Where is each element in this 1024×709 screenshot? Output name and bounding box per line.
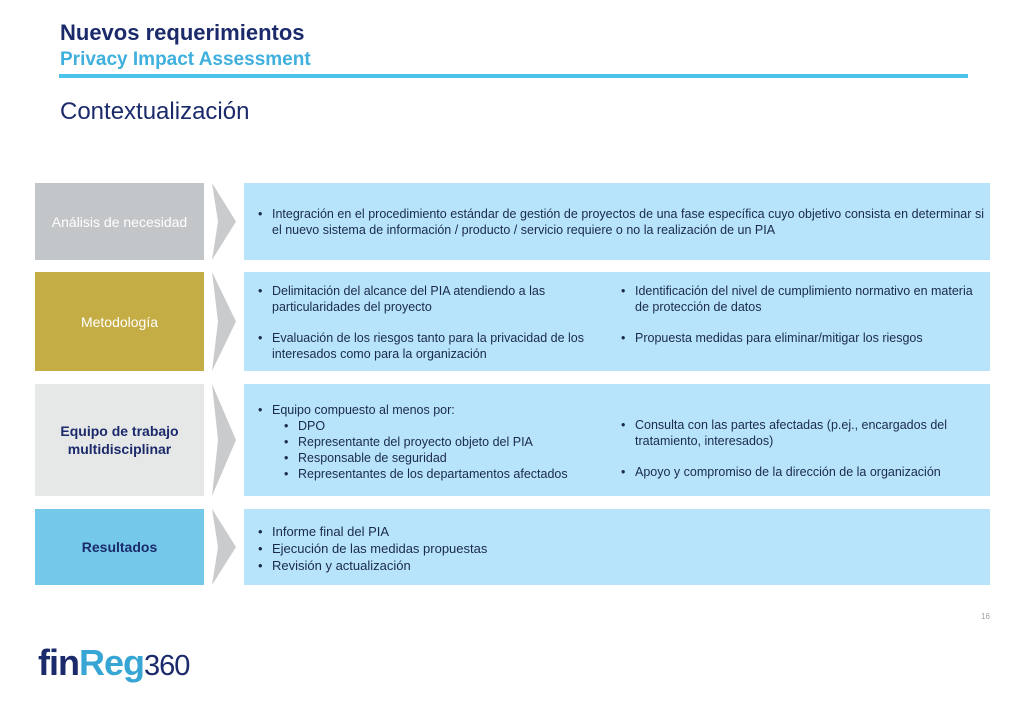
list-item: • Apoyo y compromiso de la dirección de la organización: [617, 464, 977, 480]
row-content-equipo: [244, 384, 990, 496]
list-item: • Identificación del nivel de cumplimiento normativo en materia de protección de datos: [617, 283, 977, 315]
list-item: • Informe final del PIA: [254, 523, 754, 540]
finreg360-logo: [38, 642, 189, 684]
row-content-metodologia: [244, 272, 990, 371]
list-item: • Propuesta medidas para eliminar/mitigar los riesgos: [617, 330, 977, 346]
logo-part: Reg: [78, 642, 144, 683]
list-item: • Consulta con las partes afectadas (p.ej., encargados del tratamiento, interesados): [617, 417, 977, 449]
list-item: • Equipo compuesto al menos por:: [254, 402, 606, 418]
row-label-analisis: [35, 183, 204, 260]
row-label-equipo: [35, 384, 204, 496]
list-subitem: • Responsable de seguridad: [254, 450, 606, 466]
list-item: • Delimitación del alcance del PIA atendiendo a las particularidades del proyecto: [254, 283, 606, 315]
row-label-resultados: [35, 509, 204, 585]
chevron-right-icon: [212, 272, 236, 371]
list-item: • Integración en el procedimiento estándar de gestión de proyectos de una fase específica cuyo objetivo consista en determinar si el nuevo sistema de información / producto / servicio requiere o no la realización de un PIA: [254, 206, 984, 238]
section-heading: Contextualización: [60, 98, 250, 125]
list-subitem: • DPO: [254, 418, 606, 434]
page-title: Nuevos requerimientos: [60, 20, 305, 45]
chevron-right-icon: [212, 384, 236, 496]
chevron-right-icon: [212, 183, 236, 260]
row-label-text: Metodología: [80, 313, 159, 330]
logo-part: fin: [38, 642, 79, 683]
list-subitem: • Representante del proyecto objeto del PIA: [254, 434, 606, 450]
list-item: • Evaluación de los riesgos tanto para la privacidad de los interesados como para la organización: [254, 330, 606, 362]
logo-part: 360: [144, 650, 190, 682]
row-label-metodologia: [35, 272, 204, 371]
row-label-text: Equipo de trabajo multidisciplinar: [60, 423, 179, 457]
list-subitem: • Representantes de los departamentos afectados: [254, 466, 606, 482]
list-item: • Revisión y actualización: [254, 557, 754, 574]
row-content-resultados: [244, 509, 990, 585]
page-subtitle: Privacy Impact Assessment: [60, 49, 311, 70]
row-label-text: Análisis de necesidad: [51, 213, 188, 230]
row-label-text: Resultados: [81, 539, 158, 555]
row-content-analisis: [244, 183, 990, 260]
chevron-right-icon: [212, 509, 236, 585]
page-number: 16: [981, 612, 990, 621]
title-divider: [59, 74, 968, 78]
list-item: • Ejecución de las medidas propuestas: [254, 540, 754, 557]
